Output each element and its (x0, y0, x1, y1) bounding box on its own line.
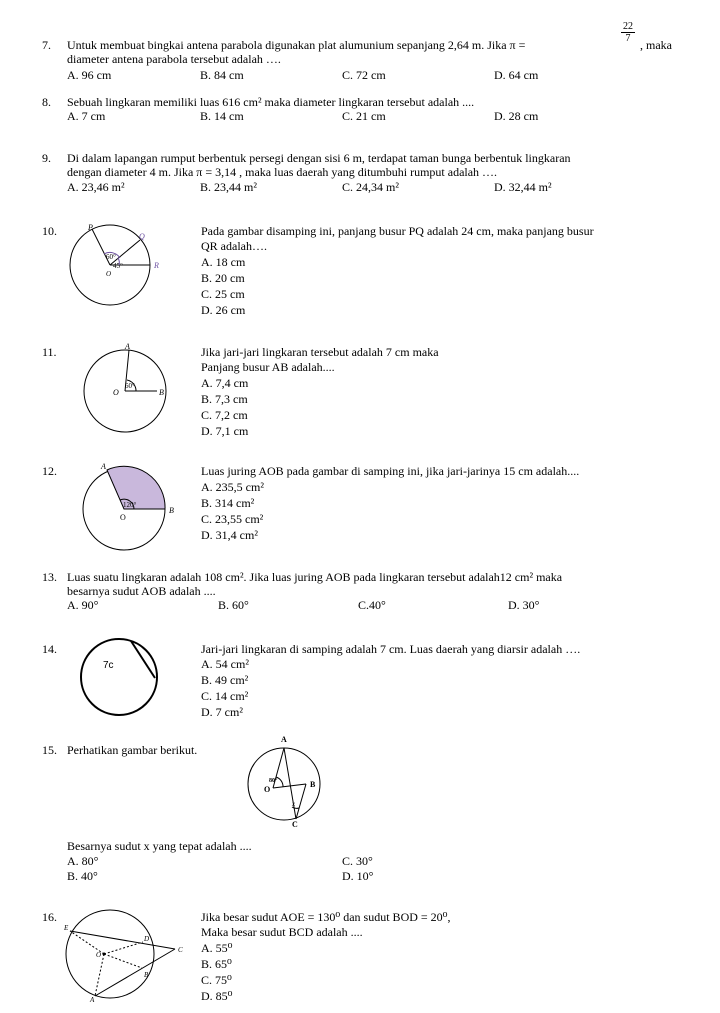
q9-option-b[interactable]: B. 23,44 m² (200, 180, 257, 194)
q13-text-line1: Luas suatu lingkaran adalah 108 cm². Jika luas juring AOB pada lingkaran tersebut adalah12 cm² maka (67, 570, 563, 584)
q10-label-r: R (154, 261, 159, 270)
q13-option-d[interactable]: D. 30° (508, 598, 540, 612)
q14-number: 14. (42, 642, 57, 656)
q16-center-point (103, 953, 106, 956)
q7-frac-den: 7 (625, 33, 631, 44)
q8-option-d[interactable]: D. 28 cm (494, 109, 539, 123)
q11-label-angle: 60° (125, 382, 135, 390)
q15-option-d[interactable]: D. 10° (342, 869, 374, 883)
q8-option-c[interactable]: C. 21 cm (342, 109, 386, 123)
q15-label-angle: 80° (269, 778, 278, 784)
q12-text: Luas juring AOB pada gambar di samping ini, jika jari-jarinya 15 cm adalah.... (201, 464, 580, 478)
q14-label-radius: 7c (103, 660, 114, 671)
q7-text-line2: diameter antena parabola tersebut adalah …. (67, 52, 281, 66)
q16-figure (60, 904, 190, 1004)
q10-number: 10. (42, 224, 57, 238)
q10-figure (68, 218, 168, 318)
q11-option-d[interactable]: D. 7,1 cm (201, 424, 249, 438)
q13-text-line2: besarnya sudut AOB adalah .... (67, 584, 216, 598)
q16-option-b[interactable]: B. 65⁰ (201, 957, 232, 971)
q8-text: Sebuah lingkaran memiliki luas 616 cm² maka diameter lingkaran tersebut adalah .... (67, 95, 475, 109)
q7-text-end: , maka (640, 38, 672, 52)
q9-option-d[interactable]: D. 32,44 m² (494, 180, 552, 194)
q12-figure (76, 458, 176, 558)
q16-label-a: A (90, 996, 95, 1004)
q12-label-o: O (120, 513, 126, 522)
q16-label-b: B (144, 971, 149, 979)
q11-option-a[interactable]: A. 7,4 cm (201, 376, 249, 390)
q11-number: 11. (42, 345, 57, 359)
q15-label-a: A (281, 735, 287, 744)
q15-question: Besarnya sudut x yang tepat adalah .... (67, 839, 252, 853)
q14-option-a[interactable]: A. 54 cm² (201, 657, 249, 671)
q7-option-d[interactable]: D. 64 cm (494, 68, 539, 82)
q9-text-line2: dengan diameter 4 m. Jika π = 3,14 , maka luas daerah yang ditumbuhi rumput adalah …. (67, 165, 498, 179)
q11-text-line2: Panjang busur AB adalah.... (201, 360, 335, 374)
q12-option-c[interactable]: C. 23,55 cm² (201, 512, 264, 526)
q12-option-d[interactable]: D. 31,4 cm² (201, 528, 258, 542)
q11-label-b: B (159, 388, 164, 397)
q7-text-line1: Untuk membuat bingkai antena parabola digunakan plat alumunium sepanjang 2,64 m. Jika π = (67, 38, 526, 52)
q10-text-line1: Pada gambar disamping ini, panjang busur PQ adalah 24 cm, maka panjang busur (201, 224, 594, 238)
q7-frac-num: 22 (623, 21, 633, 32)
q11-text-line1: Jika jari-jari lingkaran tersebut adalah 7 cm maka (201, 345, 439, 359)
q8-option-a[interactable]: A. 7 cm (67, 109, 106, 123)
q11-option-c[interactable]: C. 7,2 cm (201, 408, 248, 422)
q11-option-b[interactable]: B. 7,3 cm (201, 392, 248, 406)
q15-label-b: B (310, 780, 316, 789)
q15-label-c: C (292, 820, 298, 829)
q7-number: 7. (42, 38, 51, 52)
q10-label-q: Q (139, 232, 145, 241)
q9-text-line1: Di dalam lapangan rumput berbentuk persegi dengan sisi 6 m, terdapat taman bunga berbentuk lingkaran (67, 151, 571, 165)
q16-line-oa (95, 954, 104, 996)
q10-label-angle1: 60° (106, 253, 116, 261)
q10-option-c[interactable]: C. 25 cm (201, 287, 245, 301)
q11-label-a: A (125, 342, 130, 351)
q16-text-line2: Maka besar sudut BCD adalah .... (201, 925, 363, 939)
q15-option-a[interactable]: A. 80° (67, 854, 99, 868)
q11-label-o: O (113, 388, 119, 397)
q7-option-c[interactable]: C. 72 cm (342, 68, 386, 82)
q10-label-p: P (88, 223, 93, 232)
q16-line-ec (70, 931, 175, 949)
q15-number: 15. (42, 743, 57, 757)
q13-option-a[interactable]: A. 90° (67, 598, 99, 612)
q12-label-b: B (169, 506, 174, 515)
q15-line-ob (273, 784, 306, 788)
q15-figure (246, 733, 326, 833)
q14-text: Jari-jari lingkaran di samping adalah 7 cm. Luas daerah yang diarsir adalah …. (201, 642, 581, 656)
q14-circle (81, 639, 157, 715)
q16-option-d[interactable]: D. 85⁰ (201, 989, 233, 1003)
q12-number: 12. (42, 464, 57, 478)
q15-label-o: O (264, 785, 271, 794)
q10-option-b[interactable]: B. 20 cm (201, 271, 245, 285)
q9-option-a[interactable]: A. 23,46 m² (67, 180, 125, 194)
q16-text-line1: Jika besar sudut AOE = 130⁰ dan sudut BOD = 20⁰, (201, 910, 451, 924)
q13-option-b[interactable]: B. 60° (218, 598, 249, 612)
q10-label-angle2: 45° (113, 262, 123, 270)
q13-number: 13. (42, 570, 57, 584)
q16-circle (66, 910, 154, 998)
q16-number: 16. (42, 910, 57, 924)
q15-option-b[interactable]: B. 40° (67, 869, 98, 883)
q10-label-o: O (106, 270, 112, 278)
q13-option-c[interactable]: C.40° (358, 598, 386, 612)
q10-option-a[interactable]: A. 18 cm (201, 255, 246, 269)
q11-figure (75, 338, 175, 438)
q16-label-c: C (178, 946, 183, 954)
q12-option-a[interactable]: A. 235,5 cm² (201, 480, 264, 494)
q7-option-a[interactable]: A. 96 cm (67, 68, 112, 82)
q7-option-b[interactable]: B. 84 cm (200, 68, 244, 82)
q16-option-c[interactable]: C. 75⁰ (201, 973, 232, 987)
q7-fraction (621, 21, 635, 44)
q16-line-ob (104, 954, 142, 968)
q10-text-line2: QR adalah…. (201, 239, 267, 253)
q16-line-ac (95, 949, 175, 996)
q16-label-o: O (96, 951, 102, 959)
q14-option-c[interactable]: C. 14 cm² (201, 689, 249, 703)
q15-option-c[interactable]: C. 30° (342, 854, 373, 868)
q8-number: 8. (42, 95, 51, 109)
q12-option-b[interactable]: B. 314 cm² (201, 496, 255, 510)
q12-label-angle: 120° (123, 501, 137, 509)
q10-option-d[interactable]: D. 26 cm (201, 303, 246, 317)
q14-figure (76, 632, 166, 722)
q15-label-x: x (292, 800, 296, 808)
q14-option-d[interactable]: D. 7 cm² (201, 705, 243, 719)
q8-option-b[interactable]: B. 14 cm (200, 109, 244, 123)
q15-text: Perhatikan gambar berikut. (67, 743, 198, 757)
q16-label-e: E (64, 924, 69, 932)
q14-option-b[interactable]: B. 49 cm² (201, 673, 249, 687)
q12-label-a: A (101, 462, 106, 471)
q16-label-d: D (144, 935, 150, 943)
q9-option-c[interactable]: C. 24,34 m² (342, 180, 399, 194)
q16-option-a[interactable]: A. 55⁰ (201, 941, 233, 955)
q16-line-od (104, 942, 143, 954)
q9-number: 9. (42, 151, 51, 165)
